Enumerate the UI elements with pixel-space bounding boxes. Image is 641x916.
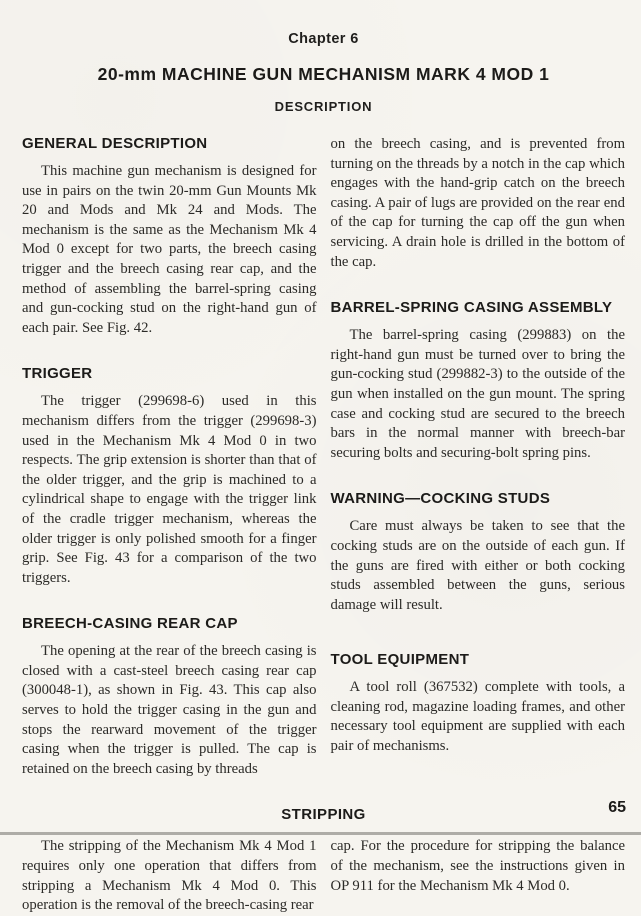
two-column-body [22, 135, 625, 779]
tool-equipment-paragraph: A tool roll (367532) complete with tools, a cleaning rod, magazine loading frames, and other necessary tool equipment are supplied with each pair of mechanisms. [330, 679, 625, 755]
warning-cocking-studs-paragraph: Care must always be taken to see that the cocking studs are on the outside of each gun. If the guns are fired with either or both cocking studs assembled between the guns, serious damage will result. [330, 518, 625, 613]
trigger-paragraph: The trigger (299698-6) used in this mechanism differs from the trigger (299698-3) used in the Mechanism Mk 4 Mod 0 in two respects. The grip extension is shorter than that of the older trigger, and the grip is machined to a cylindrical shape to engage with the trigger link of the cradle trigger mechanism, whereas the older trigger is only polished smooth for a finger grip. See Fig. 43 for a comparison of the two triggers. [22, 393, 317, 586]
breech-casing-rear-cap-paragraph: The opening at the rear of the breech casing is closed with a cast-steel breech casing rear cap (300048-1), as shown in Fig. 43. This cap also serves to hold the trigger casing in the gun and stops the rearward movement of the trigger casing when the trigger is pulled. The cap is retained on the breech casing by threads [22, 643, 317, 777]
section-heading-barrel-spring-casing-assembly: BARREL-SPRING CASING ASSEMBLY [330, 299, 613, 317]
stripping-left-column [22, 837, 317, 915]
left-column [22, 135, 317, 779]
stripping-right-paragraph: cap. For the procedure for stripping the balance of the mechanism, see the instructions given in OP 911 for the Mechanism Mk 4 Mod 0. [330, 838, 625, 894]
stripping-right-column [331, 837, 626, 915]
section-heading-trigger: TRIGGER [22, 365, 93, 383]
stripping-left-paragraph: The stripping of the Mechanism Mk 4 Mod 1 requires only one operation that differs from stripping a Mechanism Mk 4 Mod 0. This operation is the removal of the breech-casing rear [22, 838, 317, 914]
section-heading-breech-casing-rear-cap: BREECH-CASING REAR CAP [22, 615, 238, 633]
right-column [331, 135, 626, 779]
rear-cap-continuation-paragraph: on the breech casing, and is prevented from turning on the threads by a notch in the cap which engages with the hand-grip catch on the breech casing. A pair of lugs are provided on the rear end of the cap for turning the cap off the gun when servicing. A drain hole is drilled in the bottom of the cap. [330, 136, 625, 270]
description-heading: DESCRIPTION [274, 99, 373, 114]
section-heading-tool-equipment: TOOL EQUIPMENT [330, 651, 470, 669]
chapter-label: Chapter 6 [288, 31, 359, 47]
section-heading-stripping: STRIPPING [281, 806, 366, 824]
stripping-columns [22, 837, 625, 915]
section-heading-warning-cocking-studs: WARNING—COCKING STUDS [330, 490, 551, 508]
section-heading-general-description: GENERAL DESCRIPTION [22, 135, 208, 152]
general-description-paragraph: This machine gun mechanism is designed for use in pairs on the twin 20-mm Gun Mounts Mk 20 and Mods and Mk 24 and Mods. The mechanism is the same as the Mechanism Mk 4 Mod 0 except for two parts, the breech casing trigger and the breech casing rear cap, and the method of assembling the barrel-spring casing and gun-cocking stud on the right-hand gun of each pair. See Fig. 42. [22, 163, 317, 336]
barrel-spring-casing-paragraph: The barrel-spring casing (299883) on the right-hand gun must be turned over to bring the gun-cocking stud (299882-3) to the outside of the gun when installed on the gun mount. The spring case and cocking stud are secured to the breech bars in the normal manner with breech-bar securing bolts and securing-bolt spring pins. [330, 327, 625, 461]
page-title: 20-mm MACHINE GUN MECHANISM MARK 4 MOD 1 [97, 64, 550, 84]
page-number: 65 [608, 799, 626, 816]
